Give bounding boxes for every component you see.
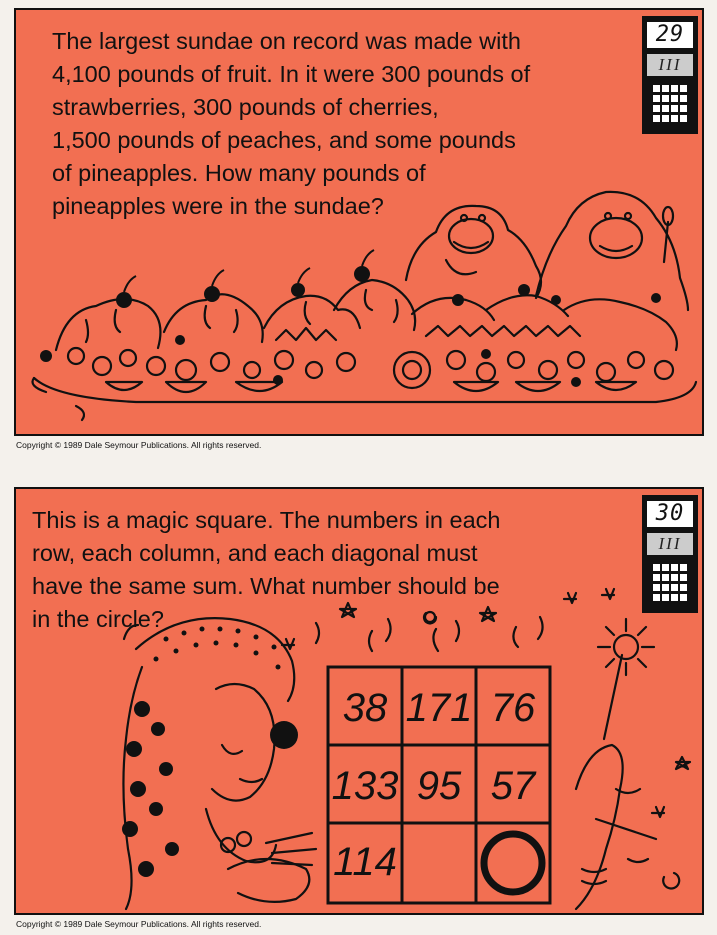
answer-circle: [484, 834, 542, 892]
square-cell: 57: [490, 764, 536, 808]
card-number: 30: [647, 501, 693, 527]
question-line: The largest sundae on record was made with: [52, 28, 521, 54]
question-line: strawberries, 300 pounds of cherries,: [52, 94, 439, 120]
square-cell: 95: [416, 764, 462, 808]
problem-card-30: [14, 487, 704, 915]
copyright-notice: Copyright © 1989 Dale Seymour Publications. All rights reserved.: [16, 440, 262, 450]
question-line: 1,500 pounds of peaches, and some pounds: [52, 127, 516, 153]
square-cell: 38: [342, 686, 388, 730]
question-line: have the same sum. What number should be: [32, 573, 500, 599]
sundae-illustration: [16, 10, 702, 434]
square-cell: 114: [333, 840, 397, 884]
copyright-notice: Copyright © 1989 Dale Seymour Publications. All rights reserved.: [16, 919, 262, 929]
question-line: row, each column, and each diagonal must: [32, 540, 478, 566]
card-number: 29: [647, 22, 693, 48]
question-line: This is a magic square. The numbers in each: [32, 507, 501, 533]
difficulty-level: III: [647, 533, 693, 555]
square-cell: 171: [405, 686, 473, 730]
question-line: pineapples were in the sundae?: [52, 193, 384, 219]
difficulty-level: III: [647, 54, 693, 76]
question-line: in the circle?: [32, 606, 164, 632]
square-cell: 76: [490, 686, 536, 730]
magic-square: [16, 489, 702, 913]
question-line: of pineapples. How many pounds of: [52, 160, 426, 186]
problem-card-29: [14, 8, 704, 436]
question-line: 4,100 pounds of fruit. In it were 300 pounds of: [52, 61, 531, 87]
square-cell: 133: [331, 764, 399, 808]
